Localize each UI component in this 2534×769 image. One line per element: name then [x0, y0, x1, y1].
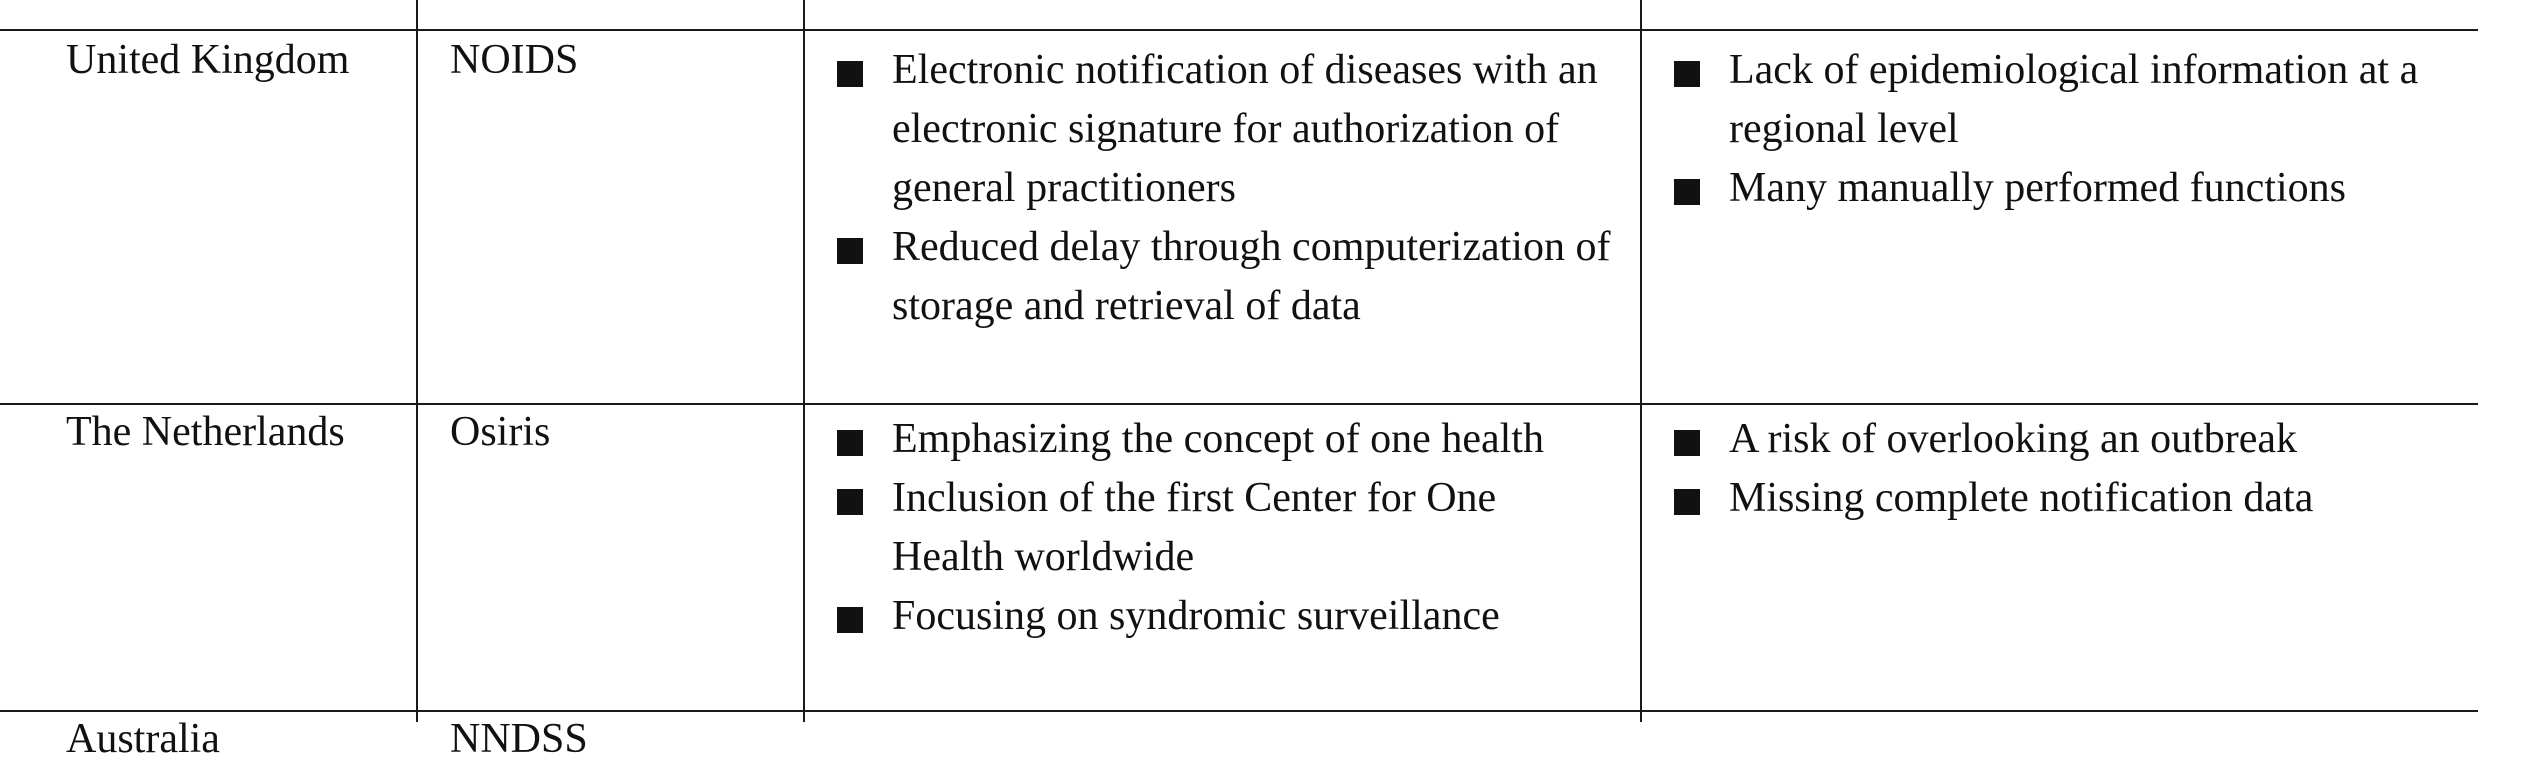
list-item: Lack of epidemiological information at a regional level: [1674, 41, 2474, 159]
list-item: Inclusion of the first Center for One Health worldwide: [837, 469, 1617, 587]
system-cell: NNDSS: [450, 716, 588, 762]
table-row-nl-strengths: [837, 410, 1617, 646]
country-cell: Australia: [66, 716, 220, 762]
square-bullet-icon: [1674, 489, 1700, 515]
square-bullet-icon: [1674, 430, 1700, 456]
strengths-list: [837, 41, 1617, 336]
country-cell: The Netherlands: [66, 409, 345, 455]
table-row-uk-system: [450, 31, 578, 90]
row-divider: [0, 29, 2478, 31]
square-bullet-icon: [837, 238, 863, 264]
table-row-au-system: [450, 710, 588, 769]
system-cell: Osiris: [450, 409, 551, 455]
list-item: Missing complete notification data: [1674, 469, 2474, 528]
table-row-nl-system: [450, 403, 550, 462]
weaknesses-list: [1674, 41, 2474, 218]
list-item: A risk of overlooking an outbreak: [1674, 410, 2474, 469]
square-bullet-icon: [837, 430, 863, 456]
square-bullet-icon: [1674, 179, 1700, 205]
square-bullet-icon: [837, 61, 863, 87]
column-divider: [803, 0, 805, 722]
table-row-au-country: [66, 710, 220, 769]
list-item: Electronic notification of diseases with an electronic signature for authorization of general practitioners: [837, 41, 1617, 218]
row-divider: [0, 710, 2478, 712]
strengths-list: [837, 410, 1617, 646]
table-row-nl-country: [66, 403, 345, 462]
country-cell: United Kingdom: [66, 37, 350, 83]
table-row-uk-country: [66, 31, 349, 90]
list-item: Focusing on syndromic surveillance: [837, 587, 1617, 646]
system-cell: NOIDS: [450, 37, 579, 83]
column-divider: [1640, 0, 1642, 722]
weaknesses-list: [1674, 410, 2474, 528]
table-row-uk-weaknesses: [1674, 41, 2474, 218]
square-bullet-icon: [837, 607, 863, 633]
list-item: Emphasizing the concept of one health: [837, 410, 1617, 469]
list-item: Many manually performed functions: [1674, 159, 2474, 218]
table-row-nl-weaknesses: [1674, 410, 2474, 528]
square-bullet-icon: [837, 489, 863, 515]
table-row-uk-strengths: [837, 41, 1617, 336]
square-bullet-icon: [1674, 61, 1700, 87]
column-divider: [416, 0, 418, 722]
row-divider: [0, 403, 2478, 405]
list-item: Reduced delay through computerization of storage and retrieval of data: [837, 218, 1617, 336]
